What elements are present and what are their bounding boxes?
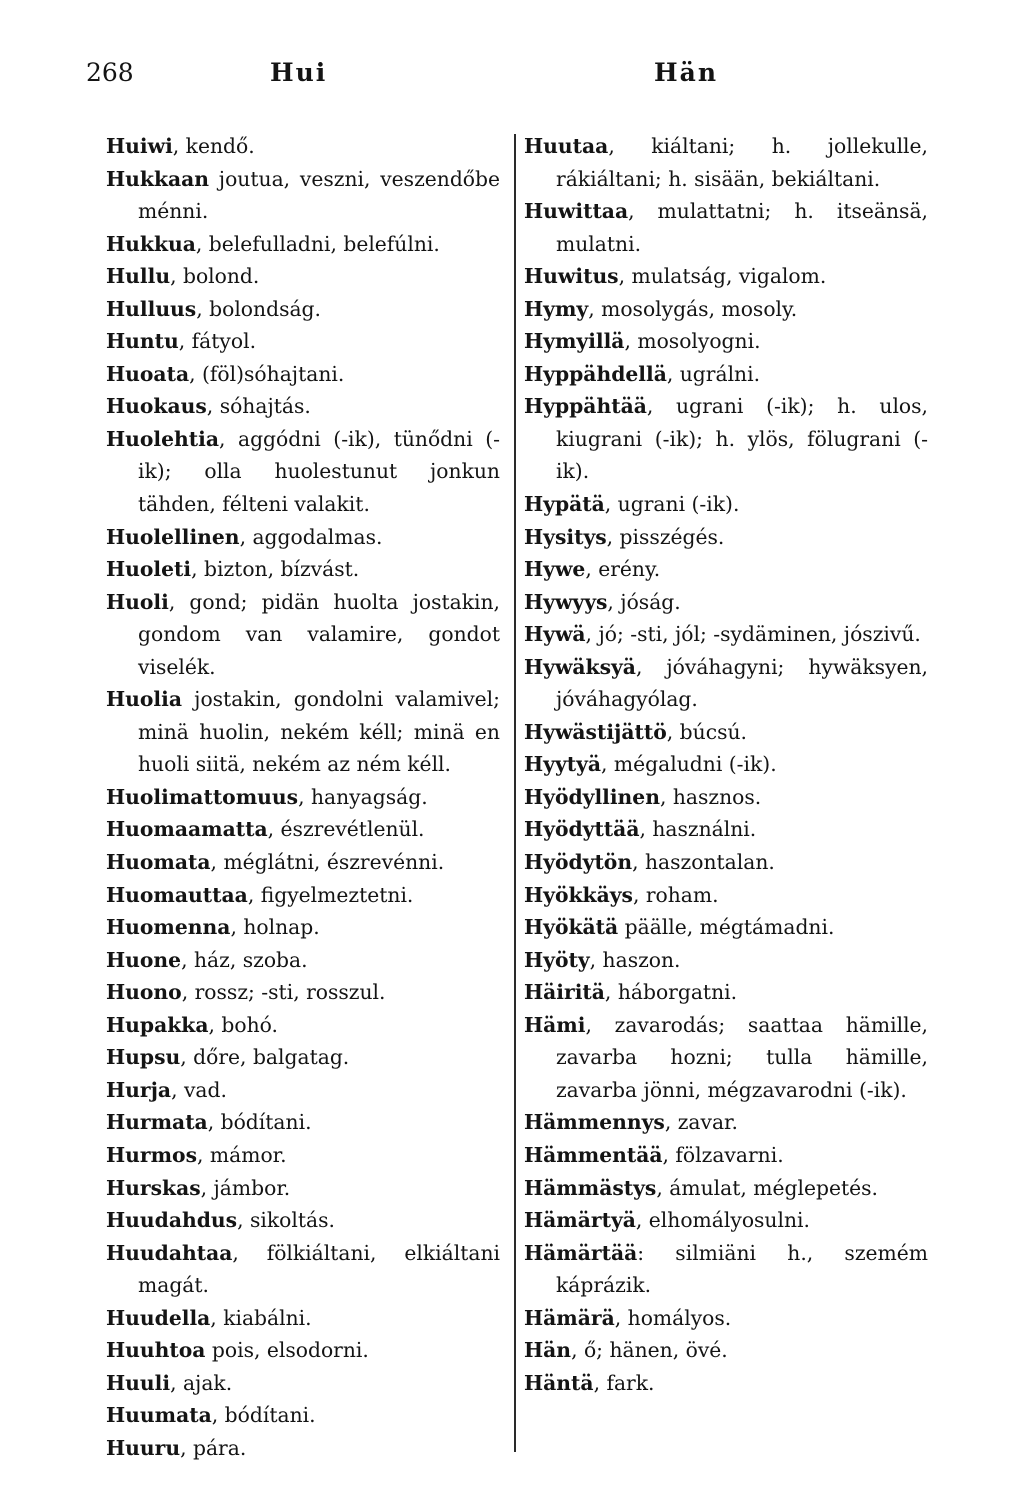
dictionary-entry — [106, 553, 500, 586]
entry-headword: Huoleti — [106, 557, 192, 582]
dictionary-entry — [106, 586, 500, 684]
entry-definition: , roham. — [632, 882, 719, 907]
entry-definition: , kendő. — [172, 134, 255, 158]
entry-definition: , elhomályosulni. — [635, 1208, 810, 1233]
entry-headword: Huomenna — [106, 915, 231, 940]
entry-headword: Huutaa — [524, 134, 609, 158]
guide-word-left: Hui — [270, 58, 328, 87]
dictionary-entry — [106, 1106, 500, 1139]
entry-headword: Huuli — [106, 1370, 171, 1395]
entry-headword: Hyytyä — [524, 752, 602, 777]
entry-headword: Hämmästys — [524, 1175, 657, 1200]
dictionary-entry — [524, 1009, 928, 1107]
entry-definition: , dőre, balgatag. — [180, 1045, 350, 1070]
entry-headword: Hämärtyä — [524, 1208, 636, 1233]
entry-definition: , gond; pidän huolta jostakin, gondom van valamire, gondot viselék. — [138, 589, 500, 679]
entry-definition: joutua, veszni, veszendőbe ménni. — [138, 166, 500, 224]
entry-definition: , bódítani. — [211, 1403, 316, 1428]
column-divider — [514, 134, 516, 1452]
dictionary-entry — [106, 781, 500, 814]
entry-headword: Huiwi — [106, 134, 173, 158]
dictionary-entry — [524, 1204, 928, 1237]
entry-headword: Huomaamatta — [106, 817, 268, 842]
dictionary-entry — [524, 618, 928, 651]
entry-definition: , jóság. — [607, 589, 681, 614]
entry-definition: , búcsú. — [666, 719, 747, 744]
entry-headword: Hymy — [524, 296, 589, 321]
entry-headword: Huudella — [106, 1305, 211, 1330]
entry-definition: , figyelmeztetni. — [247, 882, 414, 907]
dictionary-entry — [524, 879, 928, 912]
entry-headword: Huokaus — [106, 394, 207, 419]
dictionary-entry — [106, 879, 500, 912]
entry-definition: , hanyagság. — [298, 784, 428, 809]
running-header — [0, 58, 1024, 98]
dictionary-entry — [524, 1302, 928, 1335]
dictionary-entry — [106, 130, 500, 163]
entry-definition: , rossz; -sti, rosszul. — [181, 980, 386, 1005]
dictionary-entry — [106, 390, 500, 423]
entry-headword: Huwittaa — [524, 199, 629, 224]
dictionary-entry — [106, 683, 500, 781]
guide-word-right: Hän — [654, 58, 718, 87]
entry-headword: Hywyys — [524, 589, 608, 614]
entry-definition: , pára. — [180, 1435, 247, 1460]
entry-headword: Hullu — [106, 264, 171, 289]
entry-definition: , zavar. — [664, 1110, 738, 1135]
entry-definition: , ugrani (-ik). — [604, 492, 740, 517]
entry-headword: Hypätä — [524, 492, 605, 517]
entry-headword: Hämärtää — [524, 1240, 638, 1265]
entry-headword: Huoata — [106, 361, 190, 386]
entry-headword: Häntä — [524, 1370, 594, 1395]
entry-headword: Hurskas — [106, 1175, 201, 1200]
entry-definition: , fölzavarni. — [662, 1142, 784, 1167]
entry-definition: , kiabálni. — [210, 1305, 312, 1330]
entry-definition: , pisszégés. — [606, 524, 725, 549]
dictionary-entry — [106, 846, 500, 879]
entry-headword: Huoli — [106, 589, 169, 614]
dictionary-entry — [524, 781, 928, 814]
dictionary-entry — [524, 358, 928, 391]
dictionary-entry — [524, 1139, 928, 1172]
entry-definition: , ő; hänen, övé. — [571, 1338, 728, 1363]
dictionary-entry — [106, 1009, 500, 1042]
entry-headword: Huuru — [106, 1435, 181, 1460]
entry-headword: Huwitus — [524, 264, 619, 289]
entry-definition: , fark. — [593, 1370, 655, 1395]
entry-headword: Hymyillä — [524, 329, 625, 354]
entry-definition: , aggodalmas. — [239, 524, 383, 549]
dictionary-entry — [106, 163, 500, 228]
entry-headword: Huolia — [106, 687, 182, 712]
entry-headword: Hyökätä — [524, 915, 619, 940]
entry-definition: , (föl)sóhajtani. — [189, 361, 345, 386]
entry-headword: Huolimattomuus — [106, 784, 299, 809]
dictionary-entry — [524, 1334, 928, 1367]
dictionary-entry — [524, 325, 928, 358]
entry-definition: : silmiäni h., szemém káprázik. — [556, 1240, 928, 1298]
dictionary-entry — [524, 651, 928, 716]
entry-headword: Huomauttaa — [106, 882, 248, 907]
entry-definition: , bolondság. — [196, 296, 321, 321]
page-number: 268 — [86, 58, 134, 87]
entry-definition: , bizton, bízvást. — [191, 557, 360, 582]
dictionary-entry — [106, 521, 500, 554]
entry-definition: , mulattatni; h. itseänsä, mulatni. — [556, 199, 928, 256]
entry-headword: Hysitys — [524, 524, 607, 549]
left-column — [106, 130, 500, 1464]
dictionary-entry — [106, 1334, 500, 1367]
dictionary-entry — [106, 911, 500, 944]
entry-headword: Huono — [106, 980, 182, 1005]
dictionary-entry — [524, 716, 928, 749]
dictionary-entry — [106, 1367, 500, 1400]
dictionary-entry — [524, 521, 928, 554]
dictionary-entry — [106, 944, 500, 977]
entry-headword: Hyökkäys — [524, 882, 633, 907]
entry-headword: Hyppähtää — [524, 394, 647, 419]
dictionary-entry — [106, 1074, 500, 1107]
entry-headword: Huolellinen — [106, 524, 240, 549]
entry-definition: , bohó. — [208, 1012, 278, 1037]
entry-definition: , ugrani (-ik); h. ulos, kiugrani (-ik); h. ylös, fölugrani (-ik). — [556, 394, 928, 484]
entry-headword: Huone — [106, 947, 182, 972]
entry-headword: Huumata — [106, 1403, 212, 1428]
dictionary-entry — [106, 423, 500, 521]
entry-definition: , méglátni, észrevénni. — [210, 850, 445, 875]
dictionary-entry — [524, 293, 928, 326]
entry-headword: Hämmentää — [524, 1142, 663, 1167]
entry-definition: , zavarodás; saattaa hämille, zavarba hozni; tulla hämille, zavarba jönni, mégzavarodni (-ik). — [556, 1012, 928, 1102]
entry-headword: Hyödytön — [524, 850, 633, 875]
entry-headword: Hupsu — [106, 1045, 181, 1070]
dictionary-entry — [106, 1302, 500, 1335]
entry-headword: Huolehtia — [106, 426, 220, 451]
entry-headword: Hyppähdellä — [524, 361, 667, 386]
dictionary-entry — [106, 1139, 500, 1172]
dictionary-entry — [524, 195, 928, 260]
entry-definition: , mosolyogni. — [624, 329, 761, 354]
entry-headword: Huomata — [106, 850, 211, 875]
entry-headword: Hywäksyä — [524, 654, 636, 679]
dictionary-entry — [106, 1204, 500, 1237]
dictionary-entry — [106, 976, 500, 1009]
entry-definition: päälle, mégtámadni. — [618, 915, 835, 940]
entry-definition: , fölkiáltani, elkiáltani magát. — [138, 1240, 500, 1298]
dictionary-entry — [106, 1041, 500, 1074]
dictionary-entry — [106, 1399, 500, 1432]
entry-definition: , sikoltás. — [237, 1208, 335, 1233]
entry-definition: , aggódni (-ik), tünődni (-ik); olla huolestunut jonkun tähden, félteni valakit. — [138, 426, 500, 517]
entry-headword: Hupakka — [106, 1012, 209, 1037]
dictionary-entry — [524, 846, 928, 879]
entry-definition: , jámbor. — [200, 1175, 291, 1200]
dictionary-entry — [524, 1172, 928, 1205]
entry-definition: , erény. — [585, 557, 661, 582]
entry-definition: , mulatság, vigalom. — [618, 264, 827, 289]
entry-headword: Hurmata — [106, 1110, 208, 1135]
dictionary-entry — [524, 260, 928, 293]
dictionary-entry — [524, 1367, 928, 1400]
entry-definition: , ugrálni. — [666, 361, 761, 386]
entry-definition: , fátyol. — [178, 329, 257, 354]
entry-headword: Hywästijättö — [524, 719, 667, 744]
dictionary-entry — [524, 390, 928, 488]
entry-definition: , kiáltani; h. jollekulle, rákiáltani; h. sisään, bekiáltani. — [556, 134, 928, 191]
entry-definition: , mégaludni (-ik). — [601, 752, 777, 777]
entry-definition: , ajak. — [170, 1370, 233, 1395]
dictionary-entry — [106, 325, 500, 358]
entry-definition: , használni. — [639, 817, 757, 842]
entry-definition: pois, elsodorni. — [205, 1338, 369, 1363]
dictionary-entry — [106, 260, 500, 293]
dictionary-entry — [524, 130, 928, 195]
dictionary-entry — [524, 976, 928, 1009]
dictionary-entry — [524, 911, 928, 944]
entry-headword: Hämi — [524, 1012, 586, 1037]
dictionary-entry — [524, 748, 928, 781]
entry-definition: , vad. — [171, 1077, 227, 1102]
entry-definition: , bódítani. — [207, 1110, 312, 1135]
entry-headword: Hän — [524, 1338, 572, 1363]
entry-definition: , hasznos. — [659, 784, 762, 809]
entry-headword: Hywe — [524, 557, 586, 582]
dictionary-entry — [524, 553, 928, 586]
dictionary-entry — [106, 1432, 500, 1465]
dictionary-entry — [524, 944, 928, 977]
entry-headword: Hukkaan — [106, 166, 210, 191]
entry-definition: , észrevétlenül. — [267, 817, 425, 842]
entry-headword: Huuhtoa — [106, 1338, 206, 1363]
entry-headword: Hämmennys — [524, 1110, 665, 1135]
entry-headword: Hyödyllinen — [524, 784, 660, 809]
dictionary-entry — [106, 813, 500, 846]
entry-definition: , jóváhagyni; hywäksyen, jóváhagyólag. — [556, 654, 928, 712]
dictionary-entry — [524, 813, 928, 846]
entry-headword: Huudahtaa — [106, 1240, 233, 1265]
dictionary-entry — [106, 358, 500, 391]
entry-definition: , mosolygás, mosoly. — [588, 296, 798, 321]
entry-headword: Hukkua — [106, 231, 196, 256]
entry-definition: , háborgatni. — [604, 980, 738, 1005]
right-column — [524, 130, 928, 1399]
entry-headword: Häiritä — [524, 980, 605, 1005]
entry-headword: Hurja — [106, 1077, 172, 1102]
entry-definition: , mámor. — [197, 1142, 287, 1167]
entry-definition: , haszon. — [589, 947, 681, 972]
dictionary-entry — [524, 586, 928, 619]
dictionary-entry — [524, 488, 928, 521]
entry-headword: Hywä — [524, 622, 586, 647]
entry-headword: Huudahdus — [106, 1208, 238, 1233]
dictionary-entry — [524, 1237, 928, 1302]
entry-headword: Huntu — [106, 329, 179, 354]
entry-definition: , homályos. — [614, 1305, 732, 1330]
entry-definition: , ház, szoba. — [181, 947, 308, 972]
entry-definition: , bolond. — [170, 264, 260, 289]
dictionary-entry — [524, 1106, 928, 1139]
entry-headword: Hurmos — [106, 1142, 197, 1167]
entry-definition: , sóhajtás. — [206, 394, 311, 419]
entry-definition: , ámulat, méglepetés. — [656, 1175, 878, 1200]
dictionary-entry — [106, 1237, 500, 1302]
dictionary-entry — [106, 293, 500, 326]
entry-headword: Hulluus — [106, 296, 197, 321]
dictionary-entry — [106, 228, 500, 261]
entry-headword: Hämärä — [524, 1305, 615, 1330]
entry-definition: , belefulladni, belefúlni. — [195, 231, 440, 256]
entry-definition: , haszontalan. — [632, 850, 775, 875]
dictionary-entry — [106, 1172, 500, 1205]
entry-definition: , holnap. — [230, 915, 320, 940]
entry-definition: , jó; -sti, jól; -sydäminen, jószivű. — [585, 622, 921, 647]
entry-headword: Hyödyttää — [524, 817, 640, 842]
entry-headword: Hyöty — [524, 947, 590, 972]
entry-definition: jostakin, gondolni valamivel; minä huolin, nekém kéll; minä en huoli siitä, nekém az ném kéll. — [138, 687, 500, 777]
